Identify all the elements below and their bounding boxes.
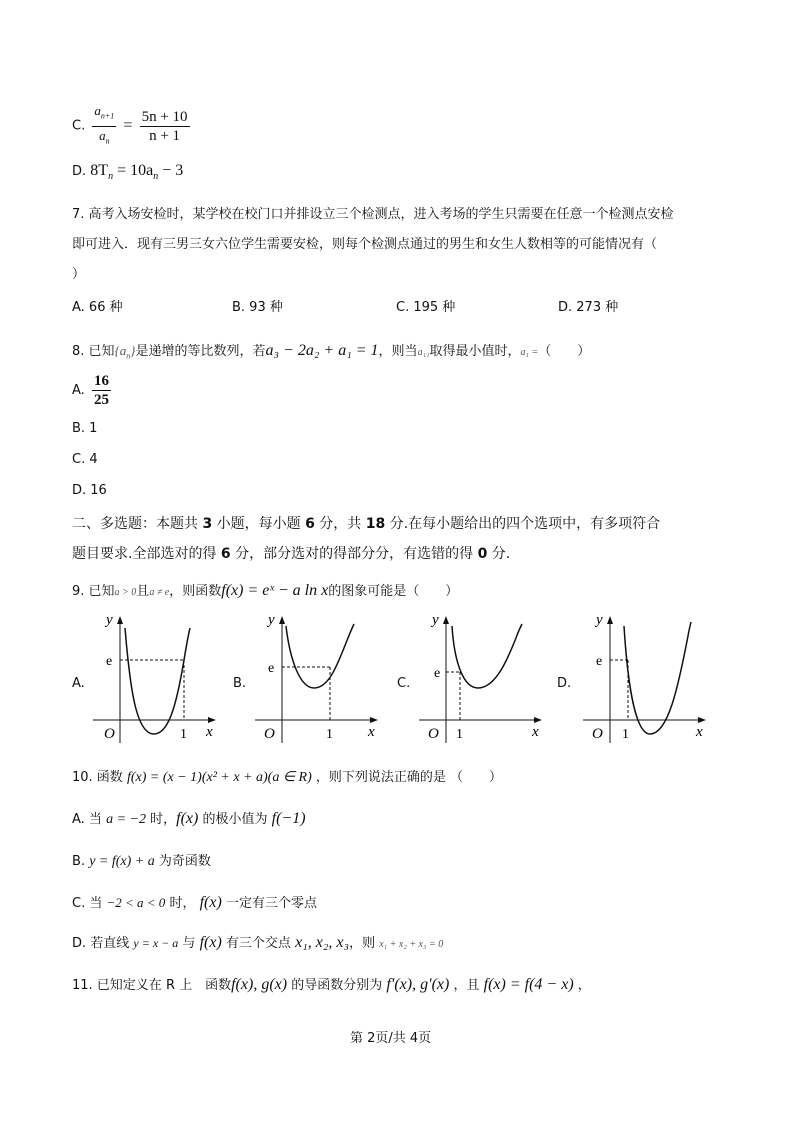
x-axis-arrow-icon: [534, 717, 542, 723]
q6-option-c: C. $\frac{a_{n+1}}{a_n}$ = $\frac{5n + 10}{n + 1}$: [72, 102, 193, 150]
svg-text:e: e: [268, 661, 275, 676]
q9-graph-c: [414, 608, 549, 748]
option-label: C.: [72, 118, 86, 134]
curve: [286, 624, 354, 688]
q7-line2: 即可进入．现有三男三女六位学生需要安检，则每个检测点通过的男生和女生人数相等的可能情况有（: [72, 237, 658, 252]
svg-text:1: 1: [456, 727, 463, 742]
svg-text:y: y: [106, 612, 113, 628]
curve: [624, 622, 691, 734]
q7-option-a: A. 66 种: [72, 300, 123, 315]
q9-graph-c-label: C.: [397, 676, 411, 691]
q7-line1: 7. 高考入场安检时，某学校在校门口并排设立三个检测点，进入考场的学生只需要在任意一个检测点安检: [72, 207, 674, 222]
x-axis-arrow-icon: [370, 717, 378, 723]
q8-stem: 8. 已知$\{a_n\}$是递增的等比数列，若a₃ − 2a₂ + a₁ = 1，则当a₁₁取得最小值时，a₁ =（ ）: [72, 342, 591, 361]
svg-text:1: 1: [622, 727, 629, 742]
q8-option-c: C. 4: [72, 452, 98, 467]
q11-stem: 11. 已知定义在 R 上 函数f(x), g(x) 的导函数分别为 f′(x), g′(x) ，且 f(x) = f(4 − x) ，: [72, 976, 591, 993]
q9-graph-d-label: D.: [557, 676, 572, 691]
fraction: $\frac{16}{25}$: [93, 373, 109, 408]
y-axis-arrow-icon: [607, 616, 613, 624]
q10-stem: 10. 函数 f(x) = (x − 1)(x² + x + a)(a ∈ R) ，则下列说法正确的是 （ ）: [72, 770, 503, 785]
q10-option-b: B. y = f(x) + a 为奇函数: [72, 854, 211, 869]
page-number: 第 2页/共 4页: [350, 1031, 432, 1046]
svg-text:y: y: [268, 612, 275, 628]
curve: [452, 624, 522, 688]
q9-graph-a-label: A.: [72, 676, 85, 691]
svg-text:e: e: [434, 666, 441, 681]
svg-text:e: e: [106, 654, 113, 669]
q6-option-d: D. $8T_n = 10a_n - 3$: [72, 162, 184, 183]
fraction-rhs: $\frac{5n + 10}{n + 1}$: [141, 108, 188, 144]
q9-graph-b: [250, 608, 385, 748]
q9-graph-b-label: B.: [233, 676, 247, 691]
svg-text:x: x: [696, 724, 703, 740]
x-axis-arrow-icon: [208, 717, 216, 723]
svg-text:x: x: [532, 724, 539, 740]
svg-text:x: x: [206, 724, 213, 740]
q9-graph-d: [578, 608, 713, 748]
q8-option-b: B. 1: [72, 421, 98, 436]
section2-line1: 二、多选题：本题共 3 小题，每小题 6 分，共 18 分.在每小题给出的四个选项中，有多项符合: [72, 516, 661, 532]
svg-text:x: x: [368, 724, 375, 740]
q8-option-d: D. 16: [72, 483, 107, 498]
svg-text:O: O: [428, 726, 439, 742]
q8-option-a: A. $\frac{16}{25}$: [72, 373, 109, 408]
svg-text:1: 1: [180, 727, 187, 742]
q7-option-c: C. 195 种: [396, 300, 456, 315]
q7-option-b: B. 93 种: [232, 300, 283, 315]
q7-option-d: D. 273 种: [558, 300, 619, 315]
y-axis-arrow-icon: [117, 616, 123, 624]
q9-graph-a: [88, 608, 223, 748]
section2-line2: 题目要求.全部选对的得 6 分，部分选对的得部分分，有选错的得 0 分.: [72, 546, 511, 562]
svg-text:O: O: [264, 726, 275, 742]
svg-text:1: 1: [326, 727, 333, 742]
curve: [125, 628, 190, 734]
q10-option-c: C. 当 −2 < a < 0 时， f(x) 一定有三个零点: [72, 894, 317, 911]
q10-option-a: A. 当 a = −2 时，f(x) 的极小值为 f(−1): [72, 810, 306, 827]
q7-line3: ）: [72, 267, 86, 282]
x-axis-arrow-icon: [698, 717, 706, 723]
q9-stem: 9. 已知a > 0且a ≠ e，则函数f(x) = eˣ − a ln x的图象可能是（ ）: [72, 582, 459, 599]
fraction-lhs: $\frac{a_{n+1}}{a_n}$: [94, 103, 115, 146]
y-axis-arrow-icon: [443, 616, 449, 624]
svg-text:y: y: [432, 612, 439, 628]
q10-option-d: D. 若直线 y = x − a 与 f(x) 有三个交点 x₁, x₂, x₃，则 x₁ + x₂ + x₃ = 0: [72, 934, 444, 951]
svg-text:e: e: [596, 654, 603, 669]
svg-text:y: y: [596, 612, 603, 628]
svg-text:O: O: [592, 726, 603, 742]
svg-text:O: O: [104, 726, 115, 742]
y-axis-arrow-icon: [279, 616, 285, 624]
